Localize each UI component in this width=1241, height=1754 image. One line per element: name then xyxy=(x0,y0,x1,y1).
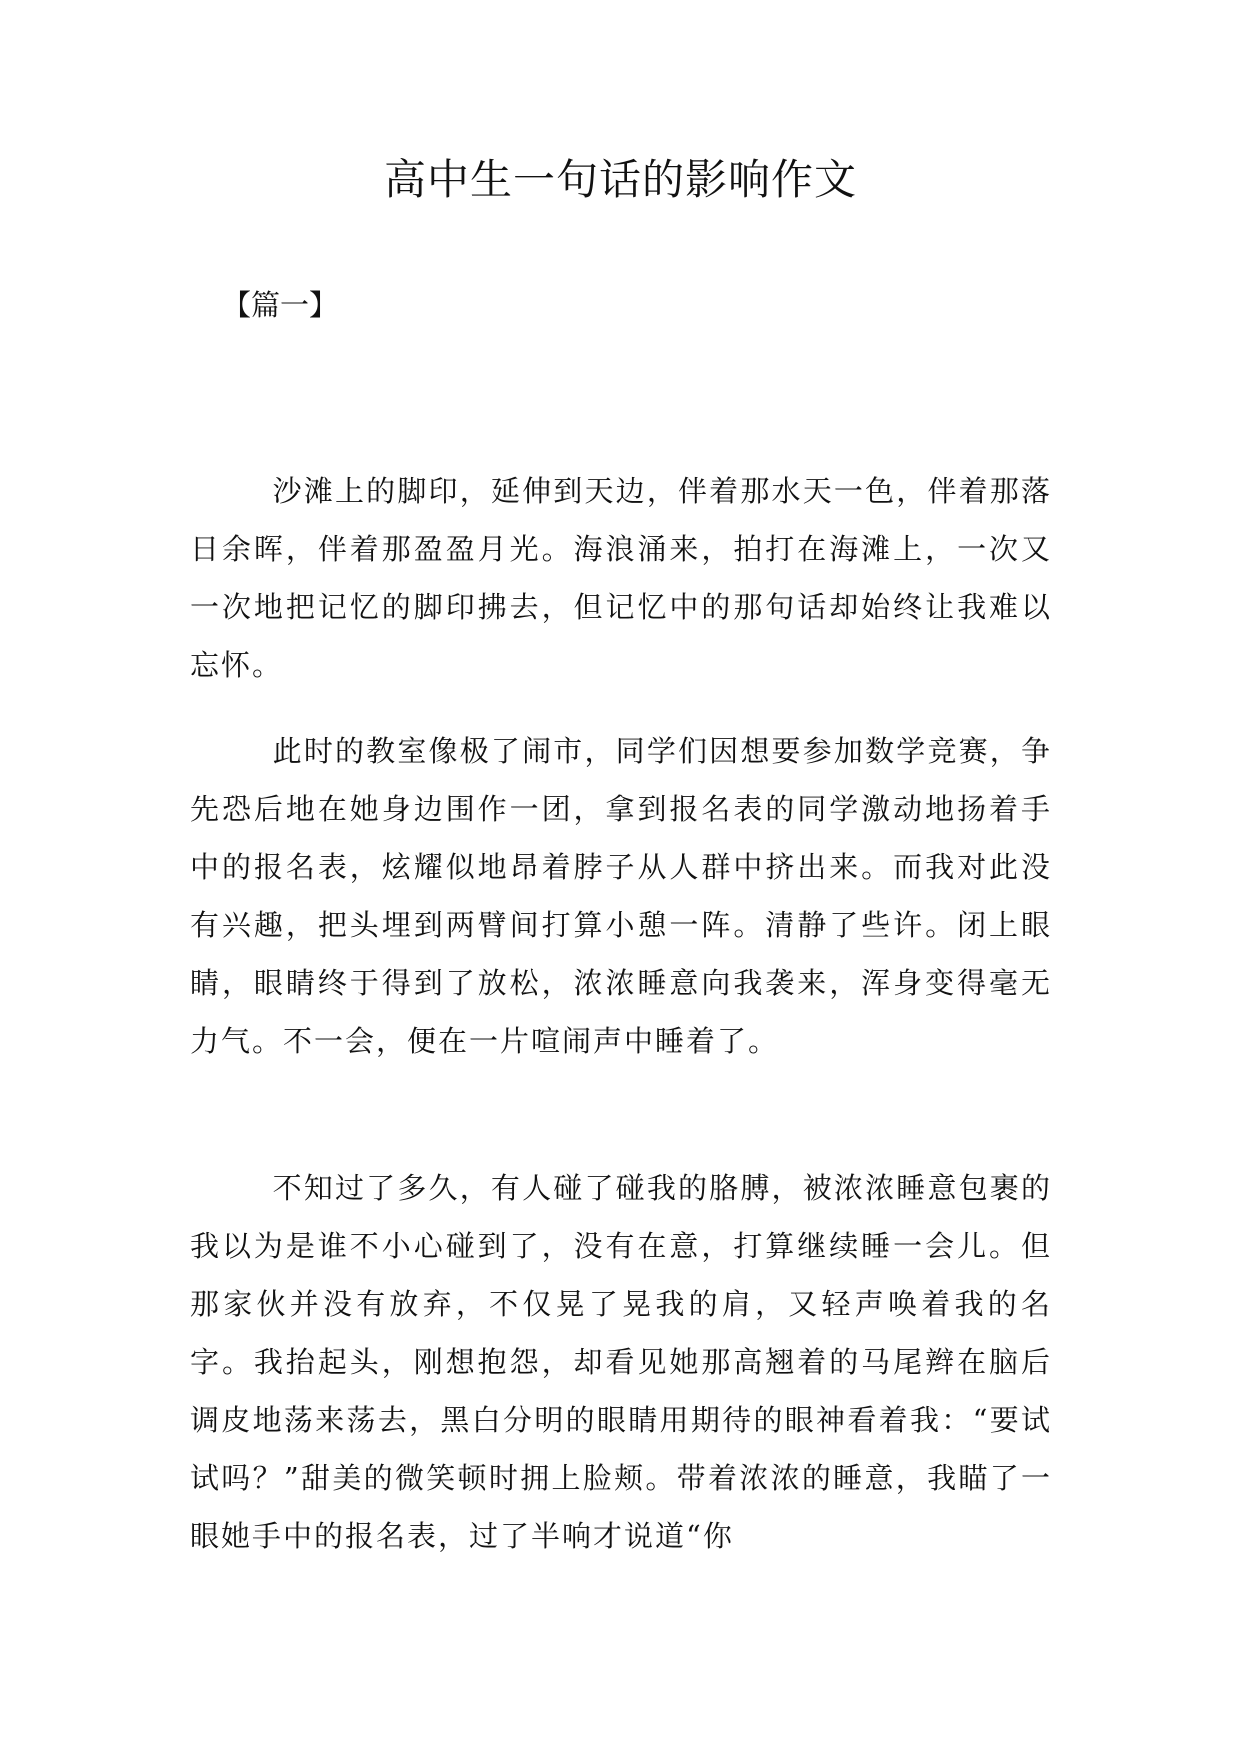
paragraph-1: 沙滩上的脚印，延伸到天边，伴着那水天一色，伴着那落日余晖，伴着那盈盈月光。海浪涌来，拍打在海滩上，一次又一次地把记忆的脚印拂去，但记忆中的那句话却始终让我难以忘怀。 xyxy=(190,474,1052,682)
section-label: 【篇一】 xyxy=(222,288,339,322)
paragraph-3: 不知过了多久，有人碰了碰我的胳膊，被浓浓睡意包裹的我以为是谁不小心碰到了，没有在意，打算继续睡一会儿。但那家伙并没有放弃，不仅晃了晃我的肩，又轻声唤着我的名字。我抬起头，刚想抱怨，却看见她那高翘着的马尾辫在脑后调皮地荡来荡去，黑白分明的眼睛用期待的眼神看着我：“要试试吗？”甜美的微笑顿时拥上脸颊。带着浓浓的睡意，我瞄了一眼她手中的报名表，过了半响才说道“你 xyxy=(190,1171,1052,1553)
document-title: 高中生一句话的影响作文 xyxy=(383,155,857,204)
paragraph-2: 此时的教室像极了闹市，同学们因想要参加数学竞赛，争先恐后地在她身边围作一团，拿到报名表的同学激动地扬着手中的报名表，炫耀似地昂着脖子从人群中挤出来。而我对此没有兴趣，把头埋到两臂间打算小憩一阵。清静了些许。闭上眼睛，眼睛终于得到了放松，浓浓睡意向我袭来，浑身变得毫无力气。不一会，便在一片喧闹声中睡着了。 xyxy=(190,734,1052,1058)
